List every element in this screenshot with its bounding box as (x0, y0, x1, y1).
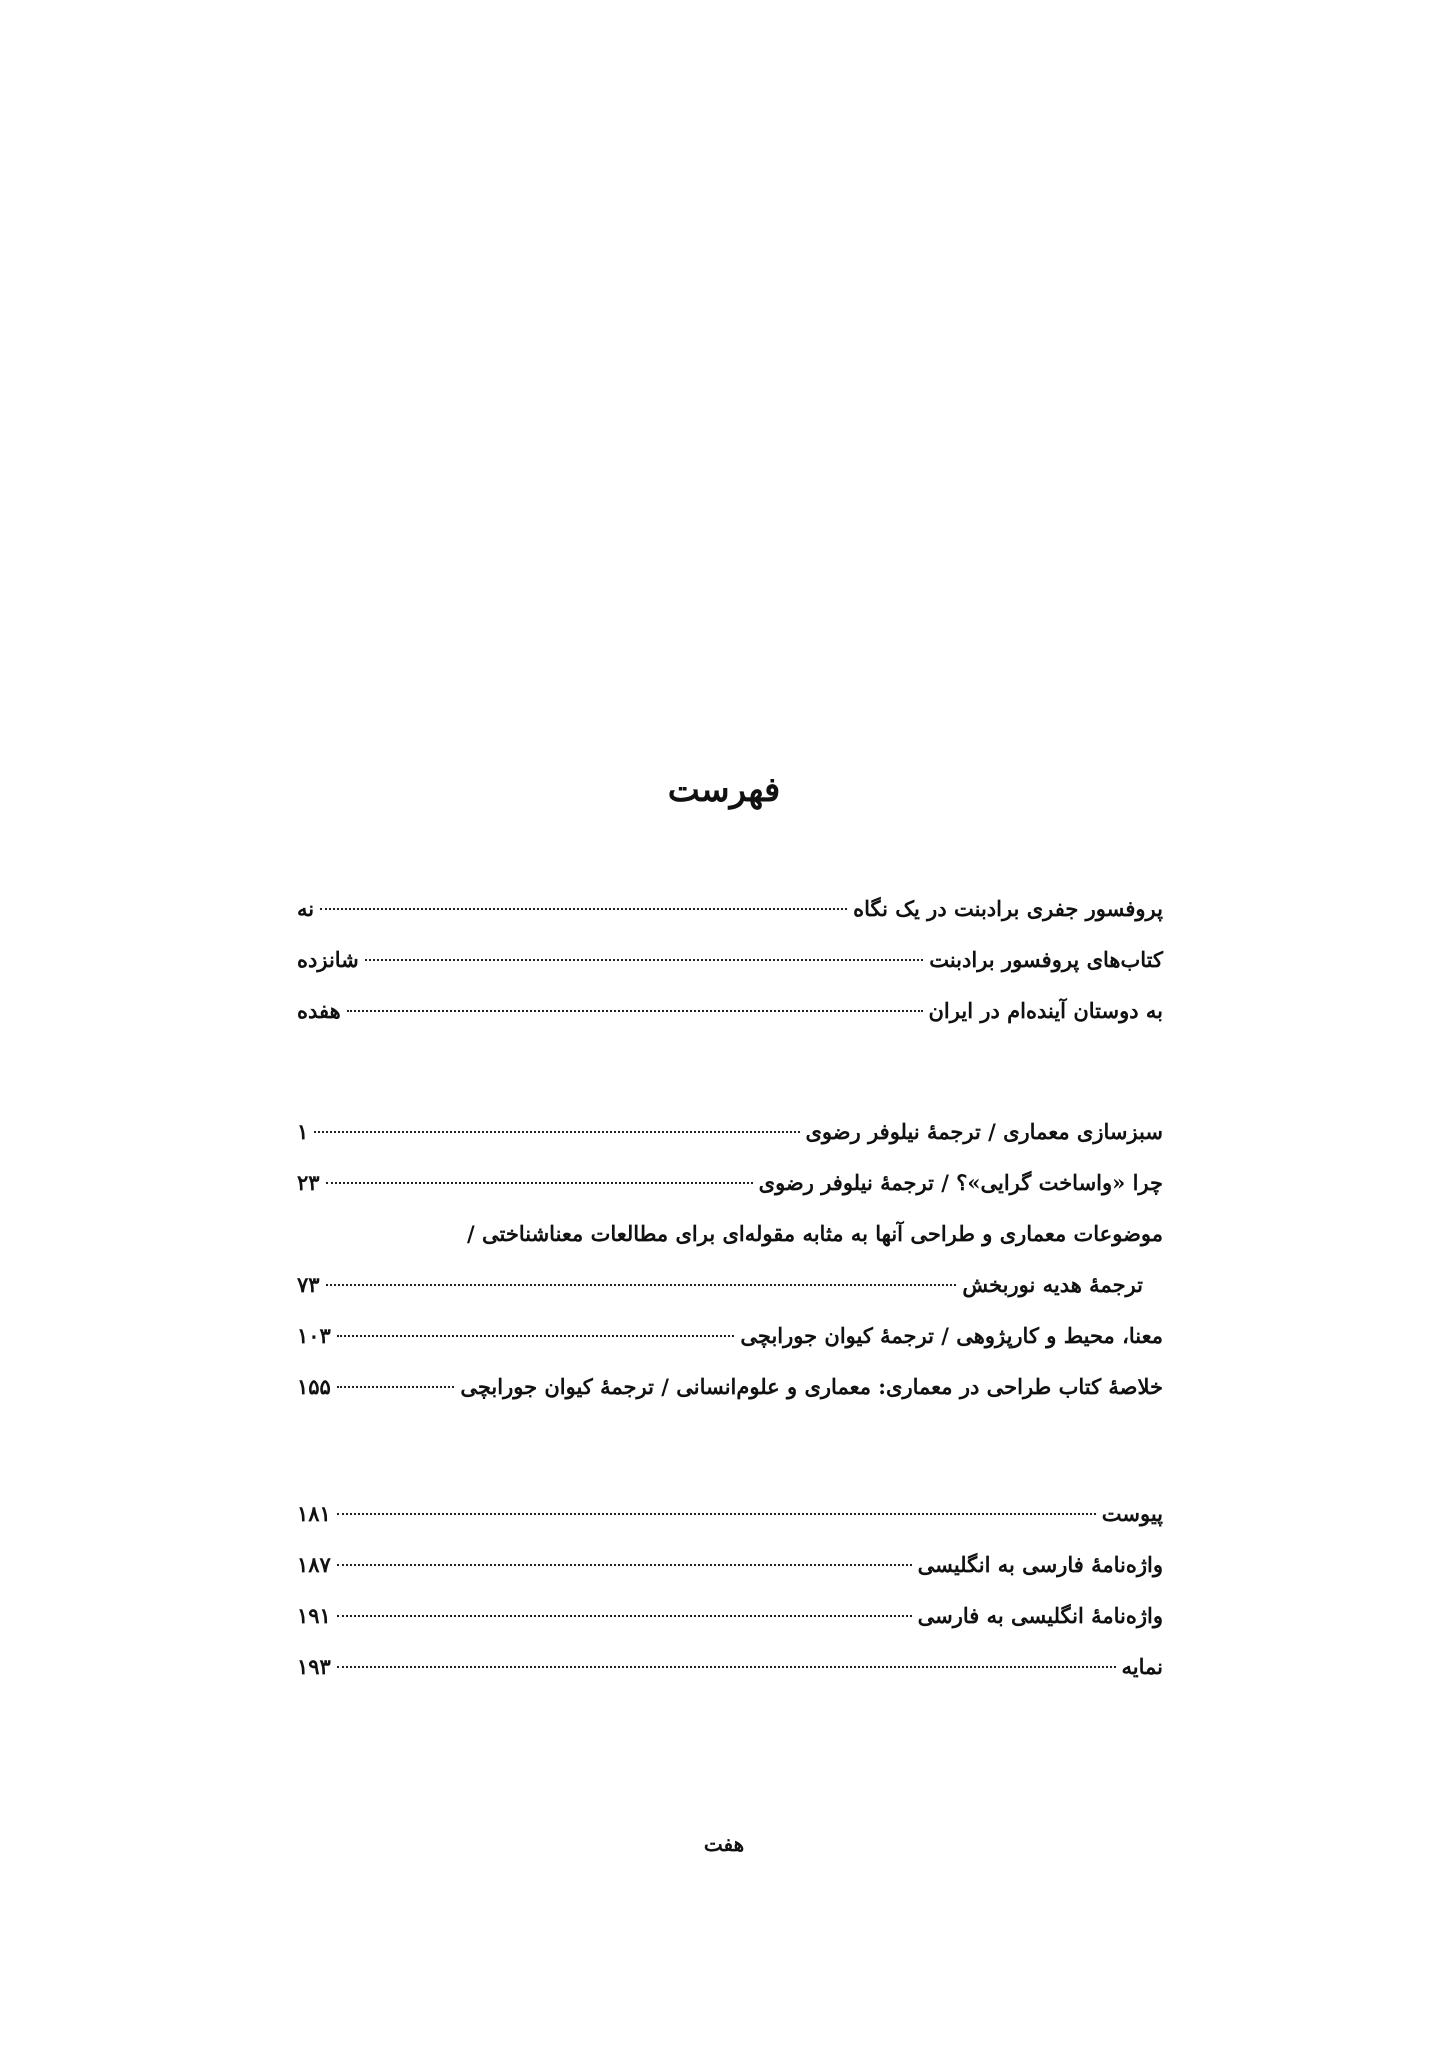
toc-entry-title: معنا، محیط و کارپژوهی / ترجمهٔ کیوان جورابچی (740, 1323, 1163, 1348)
toc-group-back-matter (297, 1488, 1163, 1692)
toc-dot-leader (314, 1131, 799, 1133)
toc-entry-page: هفده (297, 998, 341, 1023)
toc-dot-leader (365, 959, 923, 961)
toc-entry[interactable] (297, 1488, 1163, 1539)
toc-dot-leader (337, 1615, 912, 1617)
toc-entry[interactable] (297, 1106, 1163, 1157)
toc-entry[interactable] (297, 883, 1163, 934)
toc-entry[interactable] (297, 1310, 1163, 1361)
toc-entry-page: ۱۹۳ (297, 1654, 331, 1679)
toc-entry-title: به دوستان آینده‌ام در ایران (928, 998, 1163, 1023)
toc-entry[interactable] (297, 1590, 1163, 1641)
toc-entry[interactable] (297, 934, 1163, 985)
toc-entry-title: نمایه (1121, 1654, 1163, 1679)
toc-dot-leader (326, 1182, 753, 1184)
toc-dot-leader (337, 1564, 912, 1566)
toc-entry-title: پروفسور جفری برادبنت در یک نگاه (853, 896, 1163, 921)
toc-entry-page: ۱۸۱ (297, 1501, 331, 1526)
toc-entry-page: ۲۳ (297, 1170, 320, 1195)
toc-group-chapters (297, 1106, 1163, 1412)
toc-entry[interactable] (297, 1539, 1163, 1590)
toc-dot-leader (337, 1335, 735, 1337)
toc-entry-title: چرا «واساخت گرایی»؟ / ترجمهٔ نیلوفر رضوی (758, 1170, 1163, 1195)
toc-group-front-matter (297, 883, 1163, 1036)
toc-entry-title: ترجمهٔ هدیه نوربخش (962, 1272, 1143, 1297)
page-number: هفت (703, 1832, 745, 1856)
toc-entry-title: موضوعات معماری و طراحی آنها به مثابه مقوله‌ای برای مطالعات معناشناختی / (467, 1221, 1163, 1246)
toc-entry[interactable] (297, 1259, 1163, 1310)
toc-entry[interactable] (297, 985, 1163, 1036)
toc-entry-title: کتاب‌های پروفسور برادبنت (929, 947, 1163, 972)
toc-entry-page: ۱۸۷ (297, 1552, 331, 1577)
toc-entry-title: سبزسازی معماری / ترجمهٔ نیلوفر رضوی (805, 1119, 1163, 1144)
toc-entry-page: ۷۳ (297, 1272, 320, 1297)
toc-entry-title: واژه‌نامهٔ فارسی به انگلیسی (917, 1552, 1163, 1577)
toc-entry-continued[interactable] (297, 1208, 1163, 1259)
page-title: فهرست (667, 770, 781, 810)
toc-dot-leader (347, 1010, 923, 1012)
toc-entry-title: خلاصهٔ کتاب طراحی در معماری: معماری و علوم‌انسانی / ترجمهٔ کیوان جورابچی (460, 1374, 1163, 1399)
toc-dot-leader (337, 1666, 1116, 1668)
toc-dot-leader (326, 1284, 957, 1286)
toc-dot-leader (337, 1513, 1096, 1515)
toc-dot-leader (337, 1386, 455, 1388)
toc-entry-title: پیوست (1101, 1501, 1163, 1526)
toc-entry-page: شانزده (297, 947, 359, 972)
toc-entry-page: نه (297, 896, 315, 921)
toc-entry[interactable] (297, 1361, 1163, 1412)
toc-entry-page: ۱ (297, 1119, 309, 1144)
toc-entry-title: واژه‌نامهٔ انگلیسی به فارسی (917, 1603, 1163, 1628)
toc-entry-page: ۱۹۱ (297, 1603, 331, 1628)
toc-entry-page: ۱۰۳ (297, 1323, 331, 1348)
toc-entry-page: ۱۵۵ (297, 1374, 331, 1399)
toc-entry[interactable] (297, 1157, 1163, 1208)
toc-dot-leader (320, 908, 847, 910)
toc-entry[interactable] (297, 1641, 1163, 1692)
